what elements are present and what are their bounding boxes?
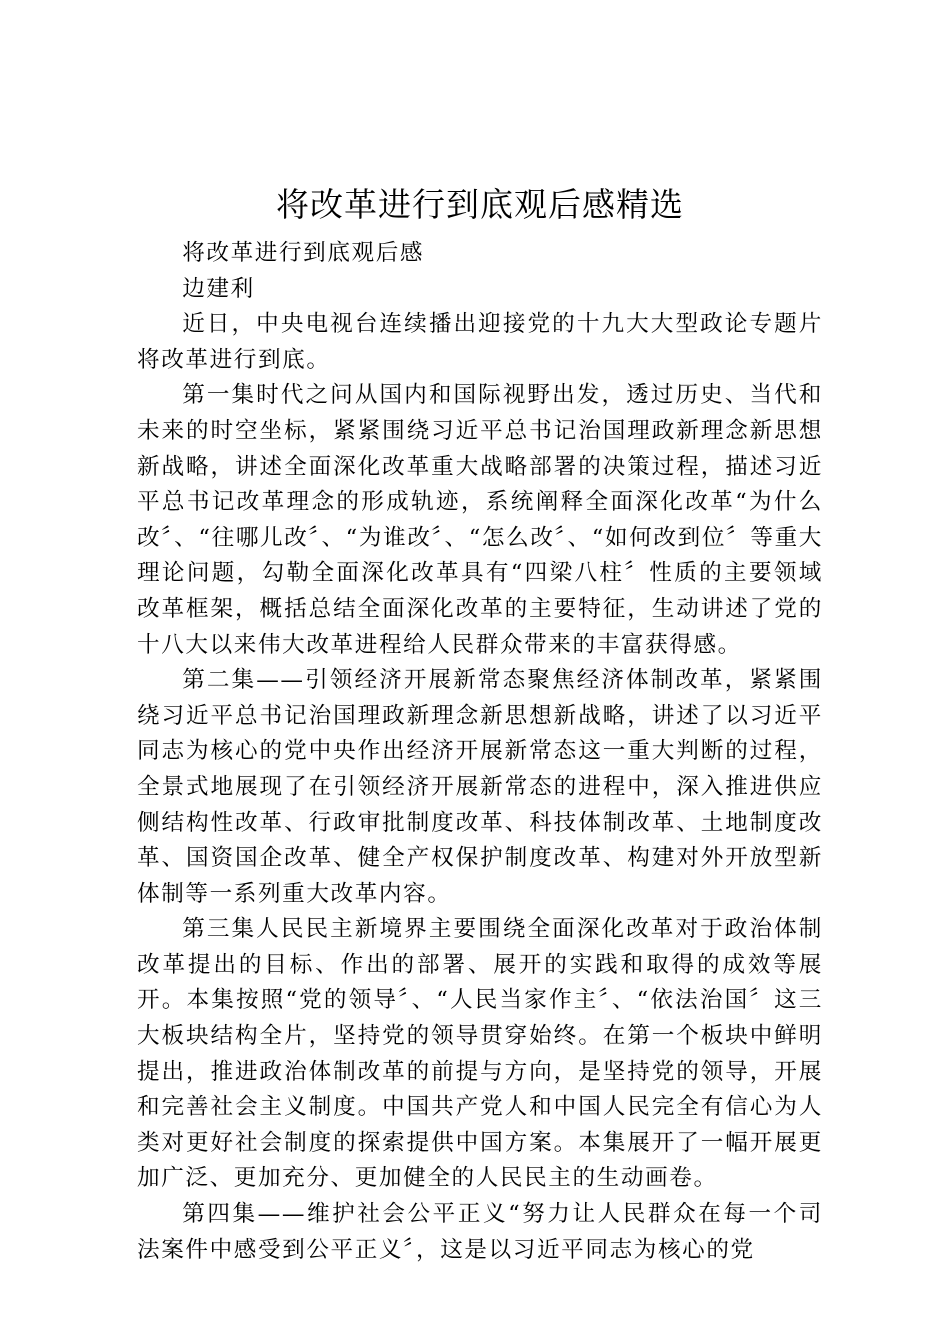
document-author: 边建利: [182, 275, 255, 302]
paragraph: 第二集——引领经济开展新常态聚焦经济体制改革，紧紧围绕习近平总书记治国理政新理念新思想新战略，讲述了以习近平同志为核心的党中央作出经济开展新常态这一重大判断的过程，全景式地展现了在引领经济开展新常态的进程中，深入推进供应侧结构性改革、行政审批制度改革、科技体制改革、土地制度改革、国资国企改革、健全产权保护制度改革、构建对外开放型新体制等一系列重大改革内容。: [137, 667, 823, 907]
paragraph: 第四集——维护社会公平正义“努力让人民群众在每一个司法案件中感受到公平正义〞，这是以习近平同志为核心的党: [137, 1201, 823, 1263]
document-subtitle: 将改革进行到底观后感: [182, 240, 425, 266]
paragraph: 第三集人民民主新境界主要围绕全面深化改革对于政治体制改革提出的目标、作出的部署、展开的实践和取得的成效等展开。本集按照“党的领导〞、“人民当家作主〞、“依法治国〞这三大板块结构全片，坚持党的领导贯穿始终。在第一个板块中鲜明提出，推进政治体制改革的前提与方向，是坚持党的领导，开展和完善社会主义制度。中国共产党人和中国人民完全有信心为人类对更好社会制度的探索提供中国方案。本集展开了一幅开展更加广泛、更加充分、更加健全的人民民主的生动画卷。: [137, 916, 823, 1192]
paragraph: 第一集时代之问从国内和国际视野出发，透过历史、当代和未来的时空坐标，紧紧围绕习近平总书记治国理政新理念新思想新战略，讲述全面深化改革重大战略部署的决策过程，描述习近平总书记改革理念的形成轨迹，系统阐释全面深化改革“为什么改〞、“往哪儿改〞、“为谁改〞、“怎么改〞、“如何改到位〞等重大理论问题，勾勒全面深化改革具有“四梁八柱〞性质的主要领域改革框架，概括总结全面深化改革的主要特征，生动讲述了党的十八大以来伟大改革进程给人民群众带来的丰富获得感。: [137, 382, 823, 658]
paragraph: 近日，中央电视台连续播出迎接党的十九大大型政论专题片将改革进行到底。: [137, 311, 823, 373]
document-body: [137, 236, 823, 1268]
document-title: 将改革进行到底观后感精选: [276, 185, 684, 224]
